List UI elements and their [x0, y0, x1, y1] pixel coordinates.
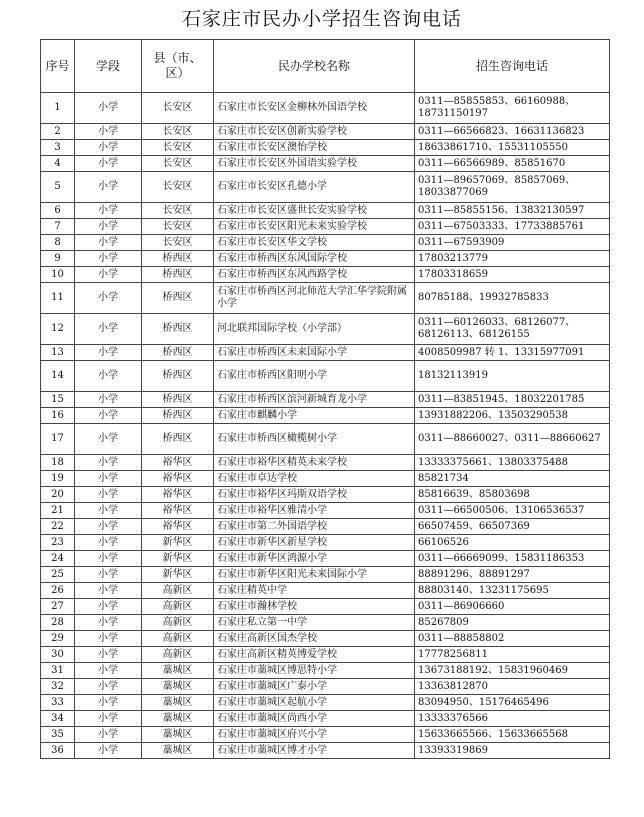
table-row: [41, 424, 610, 455]
table-row: [41, 551, 610, 567]
table-row: [41, 535, 610, 551]
cell-stage: 小学: [75, 172, 142, 203]
cell-stage: 小学: [75, 471, 142, 487]
table-row: [41, 408, 610, 424]
table-row: [41, 172, 610, 203]
table-row: [41, 695, 610, 711]
cell-district: 藁城区: [142, 679, 214, 695]
cell-no: 14: [41, 361, 75, 392]
cell-district: 桥西区: [142, 361, 214, 392]
cell-no: 33: [41, 695, 75, 711]
table-row: [41, 487, 610, 503]
table-row: [41, 345, 610, 361]
cell-school: 石家庄市裕华区精英未来学校: [214, 455, 415, 471]
cell-no: 5: [41, 172, 75, 203]
cell-district: 高新区: [142, 599, 214, 615]
cell-district: 裕华区: [142, 471, 214, 487]
cell-phone: 0311—60126033、68126077、68126113、68126155: [415, 314, 610, 345]
cell-no: 16: [41, 408, 75, 424]
cell-phone: 85816639、85803698: [415, 487, 610, 503]
cell-school: 石家庄市桥西区未来国际小学: [214, 345, 415, 361]
cell-stage: 小学: [75, 124, 142, 140]
cell-phone: 4008509987 转 1、13315977091: [415, 345, 610, 361]
cell-district: 高新区: [142, 583, 214, 599]
cell-district: 新华区: [142, 535, 214, 551]
cell-no: 28: [41, 615, 75, 631]
cell-school: 石家庄市藁城区府兴小学: [214, 727, 415, 743]
document-title: 石家庄市民办小学招生咨询电话: [181, 8, 462, 30]
cell-district: 桥西区: [142, 424, 214, 455]
cell-district: 高新区: [142, 631, 214, 647]
cell-stage: 小学: [75, 361, 142, 392]
table-row: [41, 615, 610, 631]
cell-stage: 小学: [75, 567, 142, 583]
cell-district: 藁城区: [142, 727, 214, 743]
cell-phone: 0311—86906660: [415, 599, 610, 615]
cell-no: 4: [41, 156, 75, 172]
cell-phone: 13673188192、15831960469: [415, 663, 610, 679]
cell-phone: 17803318659: [415, 267, 610, 283]
column-header-school: 民办学校名称: [214, 40, 415, 93]
cell-stage: 小学: [75, 679, 142, 695]
cell-phone: 15633665566、15633665568: [415, 727, 610, 743]
cell-school: 石家庄市桥西区滨河新城育龙小学: [214, 392, 415, 408]
table-row: [41, 314, 610, 345]
cell-phone: 88891296、88891297: [415, 567, 610, 583]
cell-school: 石家庄市长安区澳怡学校: [214, 140, 415, 156]
cell-school: 石家庄市第二外国语学校: [214, 519, 415, 535]
table-row: [41, 503, 610, 519]
column-header-no: 序号: [41, 40, 75, 93]
cell-stage: 小学: [75, 345, 142, 361]
cell-no: 17: [41, 424, 75, 455]
cell-school: 石家庄市藁城区博思特小学: [214, 663, 415, 679]
cell-school: 石家庄市卓达学校: [214, 471, 415, 487]
cell-school: 石家庄私立第一中学: [214, 615, 415, 631]
cell-district: 藁城区: [142, 663, 214, 679]
cell-school: 石家庄市桥西区河北师范大学汇华学院附属小学: [214, 283, 415, 314]
cell-stage: 小学: [75, 519, 142, 535]
cell-district: 高新区: [142, 647, 214, 663]
cell-phone: 0311—83851945、18032201785: [415, 392, 610, 408]
cell-no: 13: [41, 345, 75, 361]
cell-phone: 0311—66500506、13106536537: [415, 503, 610, 519]
cell-no: 22: [41, 519, 75, 535]
cell-district: 桥西区: [142, 283, 214, 314]
cell-district: 桥西区: [142, 314, 214, 345]
cell-stage: 小学: [75, 551, 142, 567]
column-header-stage: 学段: [75, 40, 142, 93]
cell-stage: 小学: [75, 743, 142, 759]
cell-school: 石家庄市新华区阳光未来国际小学: [214, 567, 415, 583]
cell-school: 石家庄市裕华区玛斯双语学校: [214, 487, 415, 503]
cell-phone: 0311—66669099、15831186353: [415, 551, 610, 567]
cell-no: 2: [41, 124, 75, 140]
cell-district: 桥西区: [142, 408, 214, 424]
cell-no: 32: [41, 679, 75, 695]
cell-stage: 小学: [75, 503, 142, 519]
cell-school: 石家庄市瀚林学校: [214, 599, 415, 615]
table-row: [41, 203, 610, 219]
cell-phone: 0311—89657069、85857069、18033877069: [415, 172, 610, 203]
cell-no: 1: [41, 93, 75, 124]
cell-no: 36: [41, 743, 75, 759]
cell-school: 石家庄市裕华区雅清小学: [214, 503, 415, 519]
cell-no: 15: [41, 392, 75, 408]
cell-no: 19: [41, 471, 75, 487]
cell-stage: 小学: [75, 392, 142, 408]
table-row: [41, 392, 610, 408]
cell-phone: 13931882206、13503290538: [415, 408, 610, 424]
cell-stage: 小学: [75, 647, 142, 663]
table-row: [41, 361, 610, 392]
table-row: [41, 663, 610, 679]
cell-phone: 13363812870: [415, 679, 610, 695]
cell-phone: 0311—85855156、13832130597: [415, 203, 610, 219]
cell-stage: 小学: [75, 583, 142, 599]
cell-district: 藁城区: [142, 711, 214, 727]
cell-district: 桥西区: [142, 267, 214, 283]
cell-phone: 0311—88660027、0311—88660627: [415, 424, 610, 455]
cell-district: 藁城区: [142, 743, 214, 759]
table-row: [41, 235, 610, 251]
table-row: [41, 267, 610, 283]
cell-stage: 小学: [75, 203, 142, 219]
table-body: [41, 93, 610, 759]
cell-no: 9: [41, 251, 75, 267]
table-row: [41, 727, 610, 743]
table-row: [41, 455, 610, 471]
cell-no: 26: [41, 583, 75, 599]
cell-phone: 17803213779: [415, 251, 610, 267]
cell-district: 长安区: [142, 172, 214, 203]
cell-phone: 83094950、15176465496: [415, 695, 610, 711]
cell-school: 石家庄市长安区盛世长安实验学校: [214, 203, 415, 219]
cell-district: 藁城区: [142, 695, 214, 711]
cell-no: 21: [41, 503, 75, 519]
cell-stage: 小学: [75, 267, 142, 283]
cell-stage: 小学: [75, 424, 142, 455]
cell-phone: 80785188、19932785833: [415, 283, 610, 314]
cell-school: 石家庄市麒麟小学: [214, 408, 415, 424]
cell-school: 石家庄市桥西区橄榄树小学: [214, 424, 415, 455]
cell-district: 高新区: [142, 615, 214, 631]
cell-phone: 85267809: [415, 615, 610, 631]
cell-school: 石家庄市长安区金柳林外国语学校: [214, 93, 415, 124]
cell-school: 河北联邦国际学校（小学部）: [214, 314, 415, 345]
cell-phone: 18633861710、15531105550: [415, 140, 610, 156]
cell-stage: 小学: [75, 695, 142, 711]
cell-district: 新华区: [142, 567, 214, 583]
column-header-phone: 招生咨询电话: [415, 40, 610, 93]
table-row: [41, 583, 610, 599]
cell-phone: 0311—66566823、16631136823: [415, 124, 610, 140]
cell-district: 长安区: [142, 235, 214, 251]
cell-no: 8: [41, 235, 75, 251]
cell-district: 长安区: [142, 93, 214, 124]
cell-school: 石家庄市长安区孔德小学: [214, 172, 415, 203]
cell-no: 6: [41, 203, 75, 219]
cell-district: 长安区: [142, 140, 214, 156]
cell-stage: 小学: [75, 631, 142, 647]
cell-no: 20: [41, 487, 75, 503]
table-header-row: [41, 40, 610, 93]
admission-contacts-table: [40, 39, 610, 759]
cell-district: 裕华区: [142, 487, 214, 503]
cell-no: 29: [41, 631, 75, 647]
cell-school: 石家庄高新区国杰学校: [214, 631, 415, 647]
cell-school: 石家庄市桥西区阳明小学: [214, 361, 415, 392]
cell-stage: 小学: [75, 615, 142, 631]
cell-stage: 小学: [75, 156, 142, 172]
column-header-district: 县（市、区）: [142, 40, 214, 93]
cell-district: 裕华区: [142, 455, 214, 471]
cell-district: 桥西区: [142, 251, 214, 267]
cell-no: 31: [41, 663, 75, 679]
cell-no: 34: [41, 711, 75, 727]
cell-phone: 85821734: [415, 471, 610, 487]
cell-stage: 小学: [75, 535, 142, 551]
cell-school: 石家庄市藁城区广泰小学: [214, 679, 415, 695]
cell-school: 石家庄精英中学: [214, 583, 415, 599]
cell-district: 长安区: [142, 203, 214, 219]
cell-district: 裕华区: [142, 503, 214, 519]
cell-phone: 88803140、13231175695: [415, 583, 610, 599]
cell-no: 24: [41, 551, 75, 567]
cell-district: 桥西区: [142, 392, 214, 408]
table-row: [41, 219, 610, 235]
cell-no: 18: [41, 455, 75, 471]
cell-district: 新华区: [142, 551, 214, 567]
cell-school: 石家庄市藁城区起航小学: [214, 695, 415, 711]
cell-school: 石家庄市长安区外国语实验学校: [214, 156, 415, 172]
table-row: [41, 471, 610, 487]
cell-stage: 小学: [75, 487, 142, 503]
cell-no: 12: [41, 314, 75, 345]
cell-no: 7: [41, 219, 75, 235]
cell-school: 石家庄市桥西区东风国际学校: [214, 251, 415, 267]
cell-school: 石家庄高新区精英博爱学校: [214, 647, 415, 663]
table-row: [41, 679, 610, 695]
cell-district: 裕华区: [142, 519, 214, 535]
cell-no: 27: [41, 599, 75, 615]
cell-school: 石家庄市新华区新星学校: [214, 535, 415, 551]
cell-stage: 小学: [75, 599, 142, 615]
table-row: [41, 711, 610, 727]
cell-phone: 0311—67593909: [415, 235, 610, 251]
cell-stage: 小学: [75, 314, 142, 345]
cell-phone: 13333375661、13803375488: [415, 455, 610, 471]
table-row: [41, 743, 610, 759]
cell-no: 23: [41, 535, 75, 551]
cell-no: 25: [41, 567, 75, 583]
table-row: [41, 519, 610, 535]
cell-phone: 0311—88858802: [415, 631, 610, 647]
cell-stage: 小学: [75, 235, 142, 251]
cell-no: 3: [41, 140, 75, 156]
table-row: [41, 599, 610, 615]
cell-school: 石家庄市藁城区博才小学: [214, 743, 415, 759]
cell-stage: 小学: [75, 283, 142, 314]
table-row: [41, 283, 610, 314]
cell-phone: 0311—67503333、17733885761: [415, 219, 610, 235]
cell-district: 长安区: [142, 219, 214, 235]
cell-school: 石家庄市藁城区尚西小学: [214, 711, 415, 727]
cell-no: 35: [41, 727, 75, 743]
cell-stage: 小学: [75, 251, 142, 267]
table-row: [41, 156, 610, 172]
cell-school: 石家庄市长安区阳光未来实验学校: [214, 219, 415, 235]
cell-phone: 66106526: [415, 535, 610, 551]
cell-district: 长安区: [142, 124, 214, 140]
cell-district: 桥西区: [142, 345, 214, 361]
table-row: [41, 631, 610, 647]
table-row: [41, 93, 610, 124]
cell-no: 10: [41, 267, 75, 283]
table-row: [41, 124, 610, 140]
cell-stage: 小学: [75, 408, 142, 424]
cell-phone: 66507459、66507369: [415, 519, 610, 535]
cell-phone: 13393319869: [415, 743, 610, 759]
cell-stage: 小学: [75, 93, 142, 124]
table-row: [41, 567, 610, 583]
cell-school: 石家庄市桥西区东风西路学校: [214, 267, 415, 283]
cell-phone: 17778256811: [415, 647, 610, 663]
cell-no: 30: [41, 647, 75, 663]
table-row: [41, 140, 610, 156]
cell-no: 11: [41, 283, 75, 314]
cell-stage: 小学: [75, 455, 142, 471]
table-row: [41, 647, 610, 663]
cell-phone: 0311—66566989、85851670: [415, 156, 610, 172]
cell-stage: 小学: [75, 711, 142, 727]
cell-stage: 小学: [75, 140, 142, 156]
cell-phone: 13333376566: [415, 711, 610, 727]
cell-school: 石家庄市新华区鸿源小学: [214, 551, 415, 567]
cell-phone: 18132113919: [415, 361, 610, 392]
cell-stage: 小学: [75, 663, 142, 679]
cell-phone: 0311—85855853、66160988、18731150197: [415, 93, 610, 124]
table-row: [41, 251, 610, 267]
cell-school: 石家庄市长安区华文学校: [214, 235, 415, 251]
cell-stage: 小学: [75, 219, 142, 235]
cell-stage: 小学: [75, 727, 142, 743]
cell-district: 长安区: [142, 156, 214, 172]
cell-school: 石家庄市长安区创新实验学校: [214, 124, 415, 140]
